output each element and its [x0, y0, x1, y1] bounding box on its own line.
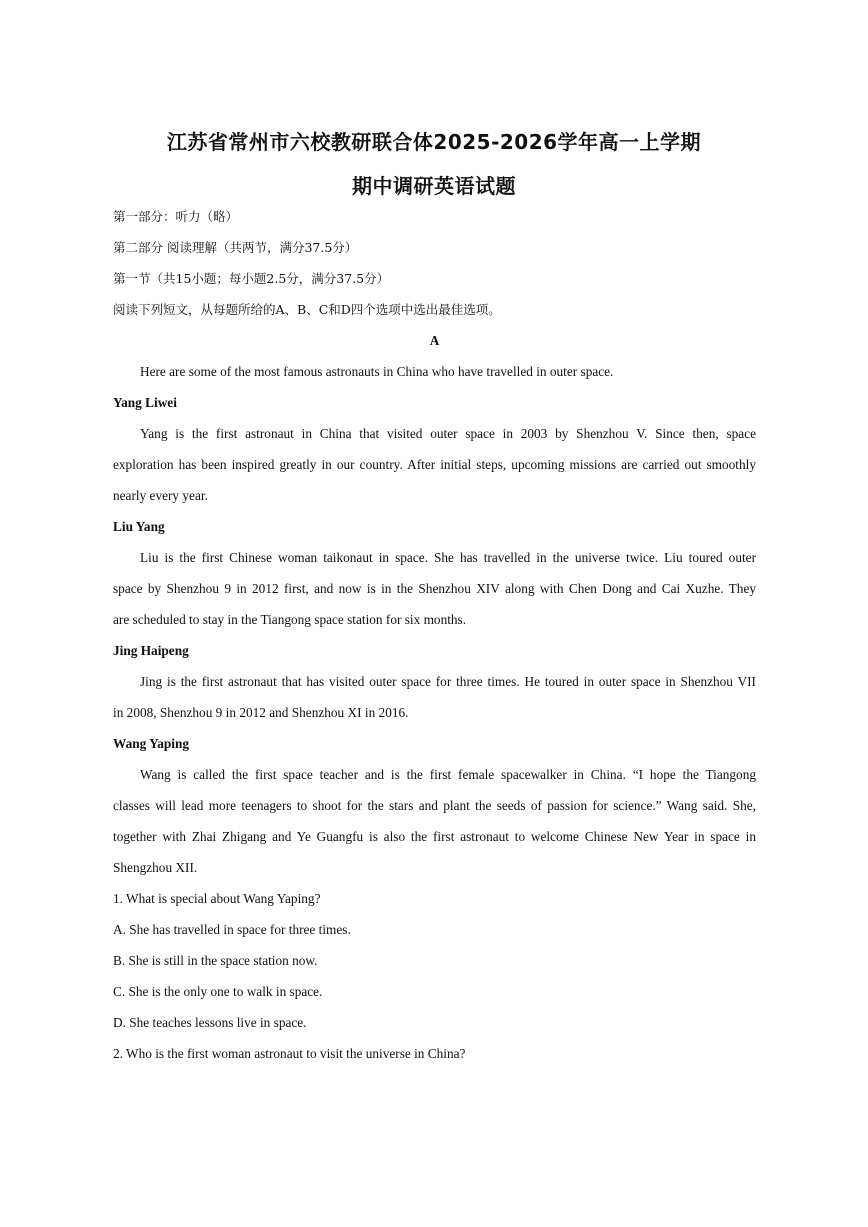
- answer-option: A. She has travelled in space for three times.: [113, 922, 351, 937]
- paragraph-line: space by Shenzhou 9 in 2012 first, and now is in the Shenzhou XIV along with Chen Dong and Cai Xuzhe. They: [113, 581, 756, 596]
- paragraph-line: Liu is the first Chinese woman taikonaut in space. She has travelled in the universe twice. Liu toured outer: [140, 550, 756, 565]
- paragraph-line: are scheduled to stay in the Tiangong space station for six months.: [113, 612, 467, 627]
- question-stem: 1. What is special about Wang Yaping?: [113, 891, 321, 906]
- paragraph-line: in 2008, Shenzhou 9 in 2012 and Shenzhou XI in 2016.: [113, 705, 409, 720]
- instruction-line: 第一部分：听力（略）: [113, 209, 239, 224]
- paragraph-line: Wang is called the first space teacher and is the first female spacewalker in China. “I hope the Tiangong: [140, 767, 756, 782]
- document-subtitle: 期中调研英语试题: [352, 174, 516, 198]
- instruction-line: 第二部分 阅读理解（共两节，满分37.5分）: [113, 240, 358, 255]
- paragraph-line: Jing is the first astronaut that has visited outer space for three times. He toured in outer space in Shenzhou VII: [140, 674, 756, 689]
- paragraph-line: Yang is the first astronaut in China that visited outer space in 2003 by Shenzhou V. Since then, space: [140, 426, 756, 441]
- paragraph-line: together with Zhai Zhigang and Ye Guangfu is also the first astronaut to welcome Chinese New Year in space in: [113, 829, 756, 844]
- paragraph-line: Shengzhou XII.: [113, 860, 198, 875]
- section-heading: Liu Yang: [113, 519, 165, 534]
- instruction-line: 阅读下列短文，从每题所给的A、B、C和D四个选项中选出最佳选项。: [113, 302, 501, 317]
- document-title: 江苏省常州市六校教研联合体2025-2026学年高一上学期: [166, 130, 702, 154]
- document-body: [113, 201, 756, 1069]
- paragraph-line: exploration has been inspired greatly in our country. After initial steps, upcoming missions are carried out smoothly: [113, 457, 756, 472]
- instruction-line: 第一节（共15小题；每小题2.5分，满分37.5分）: [113, 271, 390, 286]
- section-heading: Wang Yaping: [113, 736, 189, 751]
- answer-option: B. She is still in the space station now.: [113, 953, 318, 968]
- answer-option: C. She is the only one to walk in space.: [113, 984, 323, 999]
- answer-option: D. She teaches lessons live in space.: [113, 1015, 307, 1030]
- passage-label: A: [429, 333, 440, 348]
- passage-intro: Here are some of the most famous astronauts in China who have travelled in outer space.: [140, 364, 614, 379]
- question-stem: 2. Who is the first woman astronaut to visit the universe in China?: [113, 1046, 466, 1061]
- section-heading: Jing Haipeng: [113, 643, 189, 658]
- paragraph-line: classes will lead more teenagers to shoot for the stars and plant the seeds of passion for science.” Wang said. She,: [113, 798, 756, 813]
- paragraph-line: nearly every year.: [113, 488, 208, 503]
- section-heading: Yang Liwei: [113, 395, 177, 410]
